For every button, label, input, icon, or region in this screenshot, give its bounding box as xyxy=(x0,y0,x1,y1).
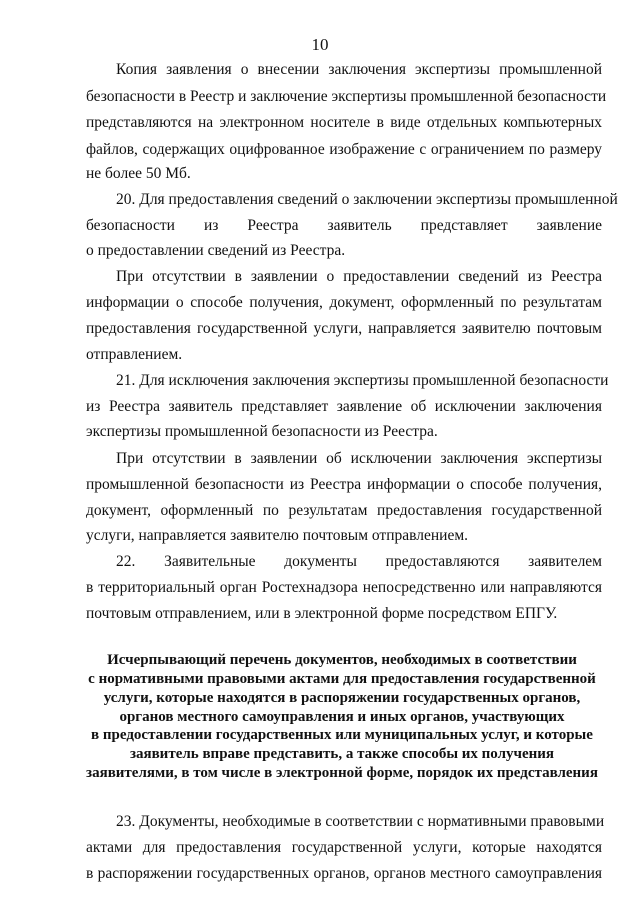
text-line: безопасности в Реестр и заключение экспертизы промышленной безопасности xyxy=(86,88,607,105)
text-line: документ, оформленный по результатам предоставления государственной xyxy=(86,502,602,519)
text-line: актами для предоставления государственной услуги, которые находятся xyxy=(86,839,602,856)
text-line: 21. Для исключения заключения экспертизы промышленной безопасности xyxy=(116,372,609,389)
text-line: информации о способе получения, документ, оформленный по результатам xyxy=(86,294,602,311)
text-line: почтовым отправлением, или в электронной форме посредством ЕПГУ. xyxy=(86,605,558,622)
heading-line: органов местного самоуправления и иных органов, участвующих xyxy=(119,709,565,725)
text-line: файлов, содержащих оцифрованное изображение с ограничением по размеру xyxy=(86,141,602,158)
text-line: о предоставлении сведений из Реестра. xyxy=(86,242,346,259)
heading-line: услуги, которые находятся в распоряжении государственных органов, xyxy=(103,690,581,706)
text-line: При отсутствии в заявлении об исключении заключения экспертизы xyxy=(116,450,602,467)
text-line: Копия заявления о внесении заключения экспертизы промышленной xyxy=(116,61,602,78)
text-line: При отсутствии в заявлении о предоставлении сведений из Реестра xyxy=(116,268,602,285)
text-line: 23. Документы, необходимые в соответствии с нормативными правовыми xyxy=(116,813,605,830)
heading-line: заявитель вправе представить, а также способы их получения xyxy=(129,746,555,762)
heading-line: с нормативными правовыми актами для предоставления государственной xyxy=(88,671,596,687)
text-line: промышленной безопасности из Реестра информации о способе получения, xyxy=(86,476,602,493)
text-line: представляются на электронном носителе в виде отдельных компьютерных xyxy=(86,114,602,131)
text-line: в распоряжении государственных органов, органов местного самоуправления xyxy=(86,865,602,882)
text-line: услуги, направляется заявителю почтовым отправлением. xyxy=(86,527,469,544)
text-line: отправлением. xyxy=(86,346,183,363)
text-line: не более 50 Мб. xyxy=(86,165,191,182)
text-line: из Реестра заявитель представляет заявление об исключении заключения xyxy=(86,398,602,415)
text-line: 20. Для предоставления сведений о заключении экспертизы промышленной xyxy=(116,191,618,208)
text-line: безопасности из Реестра заявитель представляет заявление xyxy=(86,217,602,234)
heading-line: заявителями, в том числе в электронной форме, порядок их представления xyxy=(86,765,598,781)
page-number: 10 xyxy=(311,35,329,54)
text-line: экспертизы промышленной безопасности из Реестра. xyxy=(86,423,438,440)
text-line: в территориальный орган Ростехнадзора непосредственно или направляются xyxy=(86,579,602,596)
heading-line: Исчерпывающий перечень документов, необходимых в соответствии xyxy=(107,652,577,668)
heading-line: в предоставлении государственных или муниципальных услуг, и которые xyxy=(91,727,593,743)
text-line: предоставления государственной услуги, направляется заявителю почтовым xyxy=(86,320,602,337)
text-line: 22. Заявительные документы предоставляются заявителем xyxy=(116,553,602,570)
